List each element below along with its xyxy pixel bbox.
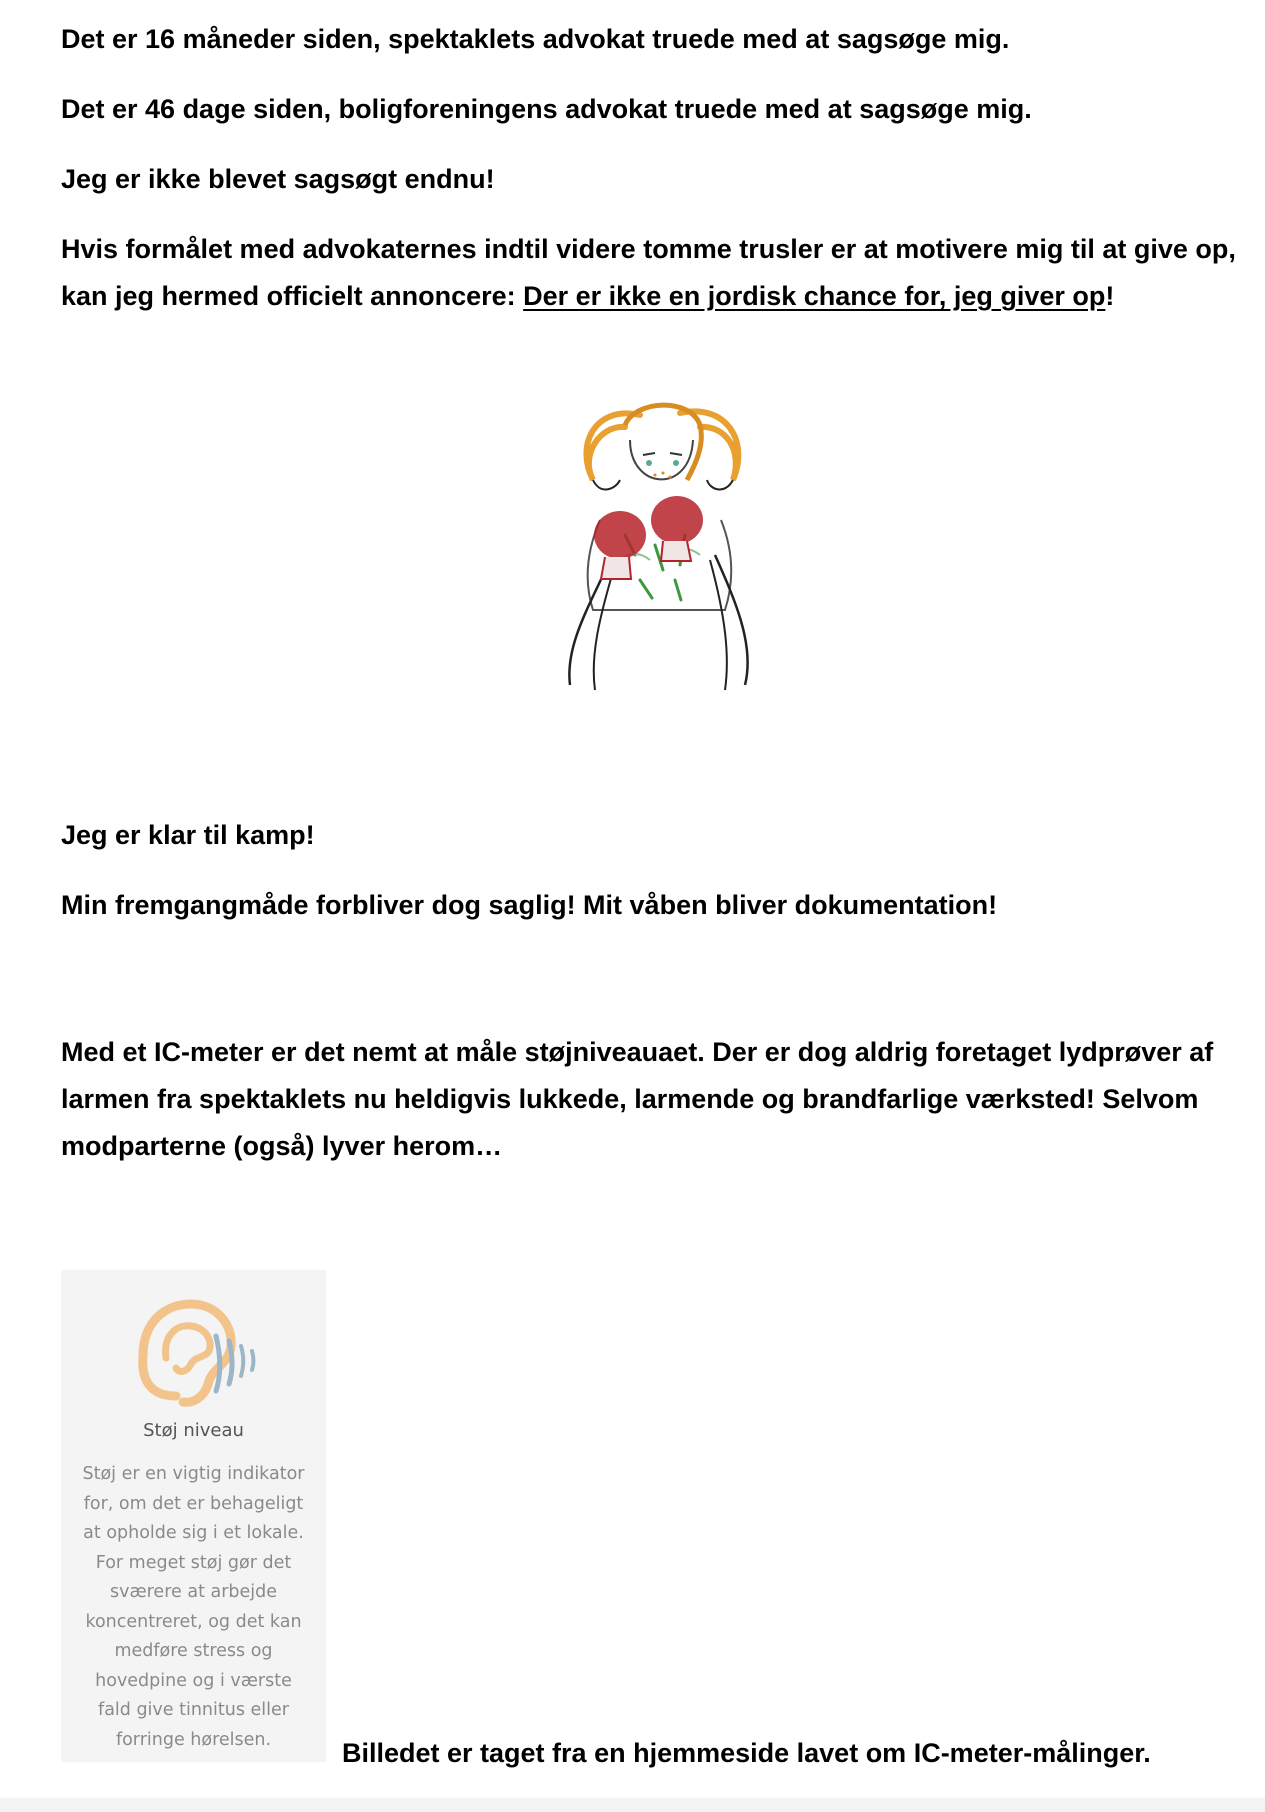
paragraph-ready-to-fight: Jeg er klar til kamp! xyxy=(61,820,315,850)
image-caption: Billedet er taget fra en hjemmeside lavet om IC-meter-målinger. xyxy=(342,1738,1151,1768)
ic-meter-line-1: Med et IC-meter er det nemt at måle støjniveauaet. Der er dog aldrig foretaget lydprøver af xyxy=(61,1037,1214,1067)
threats-line-1: Hvis formålet med advokaternes indtil videre tomme trusler er at motivere mig til at give op, xyxy=(61,234,1236,264)
threats-line-2-prefix: kan jeg hermed officielt annoncere: xyxy=(61,281,524,311)
paragraph-months: Det er 16 måneder siden, spektaklets advokat truede med at sagsøge mig. xyxy=(61,24,1010,54)
paragraph-ic-meter xyxy=(61,1029,1213,1170)
ic-meter-line-2: larmen fra spektaklets nu heldigvis lukkede, larmende og brandfarlige værksted! Selvom xyxy=(61,1084,1199,1114)
paragraph-not-sued: Jeg er ikke blevet sagsøgt endnu! xyxy=(61,164,495,194)
card-body: Støj er en vigtig indikator for, om det er behageligt at opholde sig i et lokale. For meget støj gør det sværere at arbejde koncentreret, og det kan medføre stress og hovedpine og i værste fald give tinnitus eller forringe hørelsen. xyxy=(82,1464,305,1750)
ic-meter-line-3: modparterne (også) lyver herom… xyxy=(61,1131,503,1161)
paragraph-threats xyxy=(61,226,1236,320)
noise-level-card xyxy=(61,1270,326,1762)
threats-line-2-suffix: ! xyxy=(1105,281,1115,311)
page-bottom-bar xyxy=(0,1798,1265,1812)
paragraph-documentation: Min fremgangmåde forbliver dog saglig! Mit våben bliver dokumentation! xyxy=(61,890,998,920)
paragraph-days: Det er 46 dage siden, boligforeningens advokat truede med at sagsøge mig. xyxy=(61,94,1032,124)
ear-sound-icon xyxy=(121,1296,271,1416)
never-give-up-text: Der er ikke en jordisk chance for, jeg giver op xyxy=(523,281,1106,311)
boxing-girl-illustration xyxy=(425,385,895,735)
card-title: Støj niveau xyxy=(143,1420,244,1441)
